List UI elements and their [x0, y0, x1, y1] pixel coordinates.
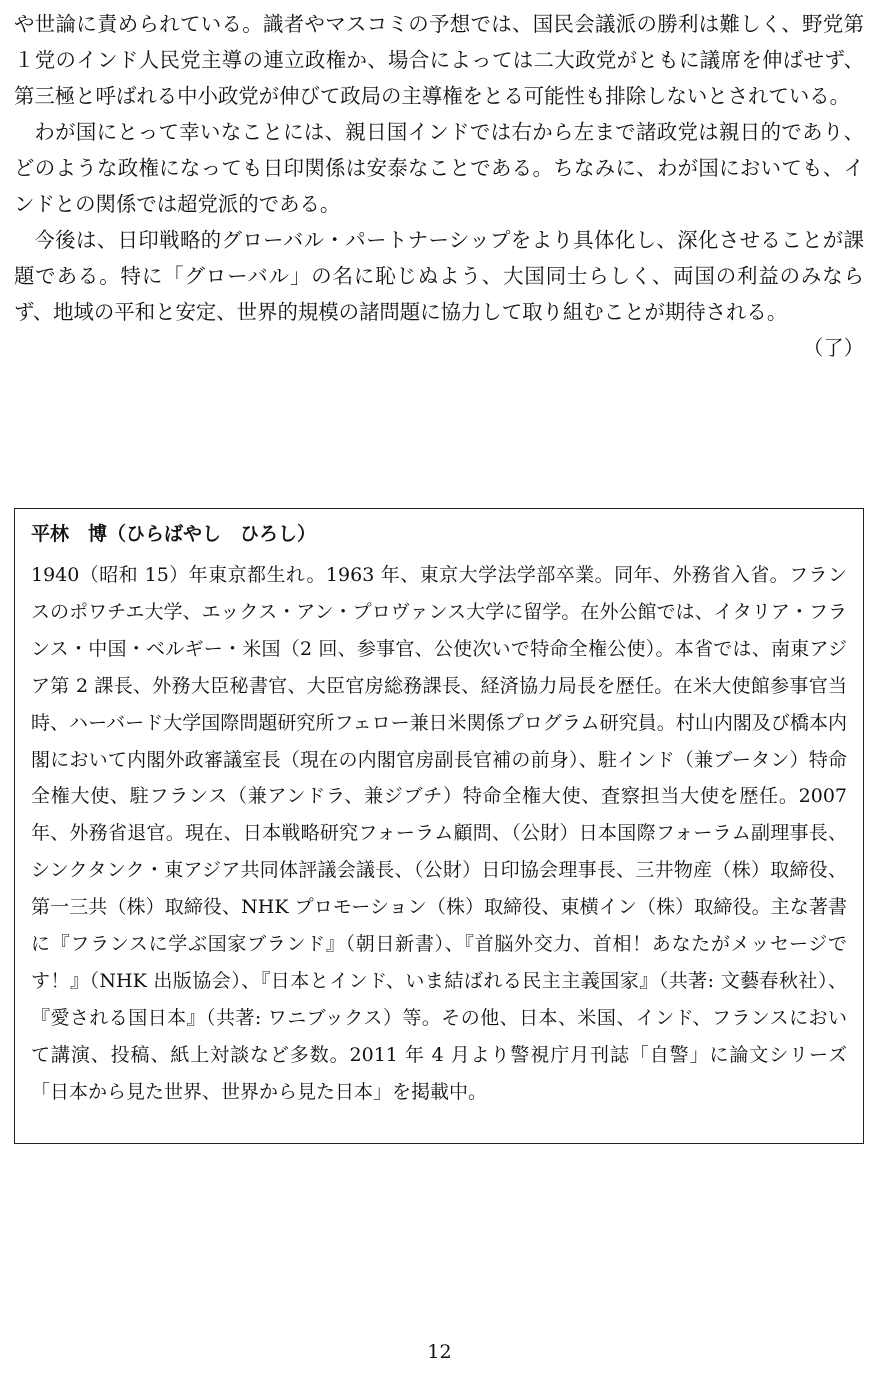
author-bio-box [14, 508, 864, 1144]
article-paragraph: や世論に責められている。識者やマスコミの予想では、国民会議派の勝利は難しく、野党第１党のインド人民党主導の連立政権か、場合によっては二大政党がともに議席を伸ばせず、第三極と呼ばれる中小政党が伸びて政局の主導権をとる可能性も排除しないとされている。 [14, 12, 864, 108]
article-paragraph: わが国にとって幸いなことには、親日国インドでは右から左まで諸政党は親日的であり、どのような政権になっても日印関係は安泰なことである。ちなみに、わが国においても、インドとの関係では超党派的である。 [14, 120, 864, 216]
article-body [14, 6, 864, 366]
author-bio-text: 1940（昭和 15）年東京都生れ。1963 年、東京大学法学部卒業。同年、外務省入省。フランスのポワチエ大学、エックス・アン・プロヴァンス大学に留学。在外公館では、イタリア・フランス・中国・ベルギー・米国（2 回、参事官、公使次いで特命全権公使）。本省では、南東アジア第 2 課長、外務大臣秘書官、大臣官房総務課長、経済協力局長を歴任。在米大使館参事官当時、ハーバード大学国際問題研究所フェロー兼日米関係プログラム研究員。村山内閣及び橋本内閣において内閣外政審議室長（現在の内閣官房副長官補の前身）、駐インド（兼ブータン）特命全権大使、駐フランス（兼アンドラ、兼ジブチ）特命全権大使、査察担当大使を歴任。2007 年、外務省退官。現在、日本戦略研究フォーラム顧問、（公財）日本国際フォーラム副理事長、シンクタンク・東アジア共同体評議会議長、（公財）日印協会理事長、三井物産（株）取締役、第一三共（株）取締役、NHK プロモーション（株）取締役、東横イン（株）取締役。主な著書に『フランスに学ぶ国家ブランド』（朝日新書）、『首脳外交力、首相！あなたがメッセージです！』（NHK 出版協会）、『日本とインド、いま結ばれる民主主義国家』（共著: 文藝春秋社）、『愛される国日本』（共著: ワニブックス）等。その他、日本、米国、インド、フランスにおいて講演、投稿、紙上対談など多数。2011 年 4 月より警視庁月刊誌「自警」に論文シリーズ「日本から見た世界、世界から見た日本」を掲載中。 [31, 564, 847, 1103]
end-mark: （了） [802, 336, 864, 360]
article-paragraph-text: 今後は、日印戦略的グローバル・パートナーシップをより具体化し、深化させることが課題である。特に「グローバル」の名に恥じぬよう、大国同士らしく、両国の利益のみならず、地域の平和と安定、世界的規模の諸問題に協力して取り組むことが期待される。 [14, 228, 864, 324]
article-paragraph [14, 222, 864, 360]
page-number: 12 [427, 1341, 452, 1363]
author-name: 平林 博（ひらばやし ひろし） [31, 523, 317, 545]
